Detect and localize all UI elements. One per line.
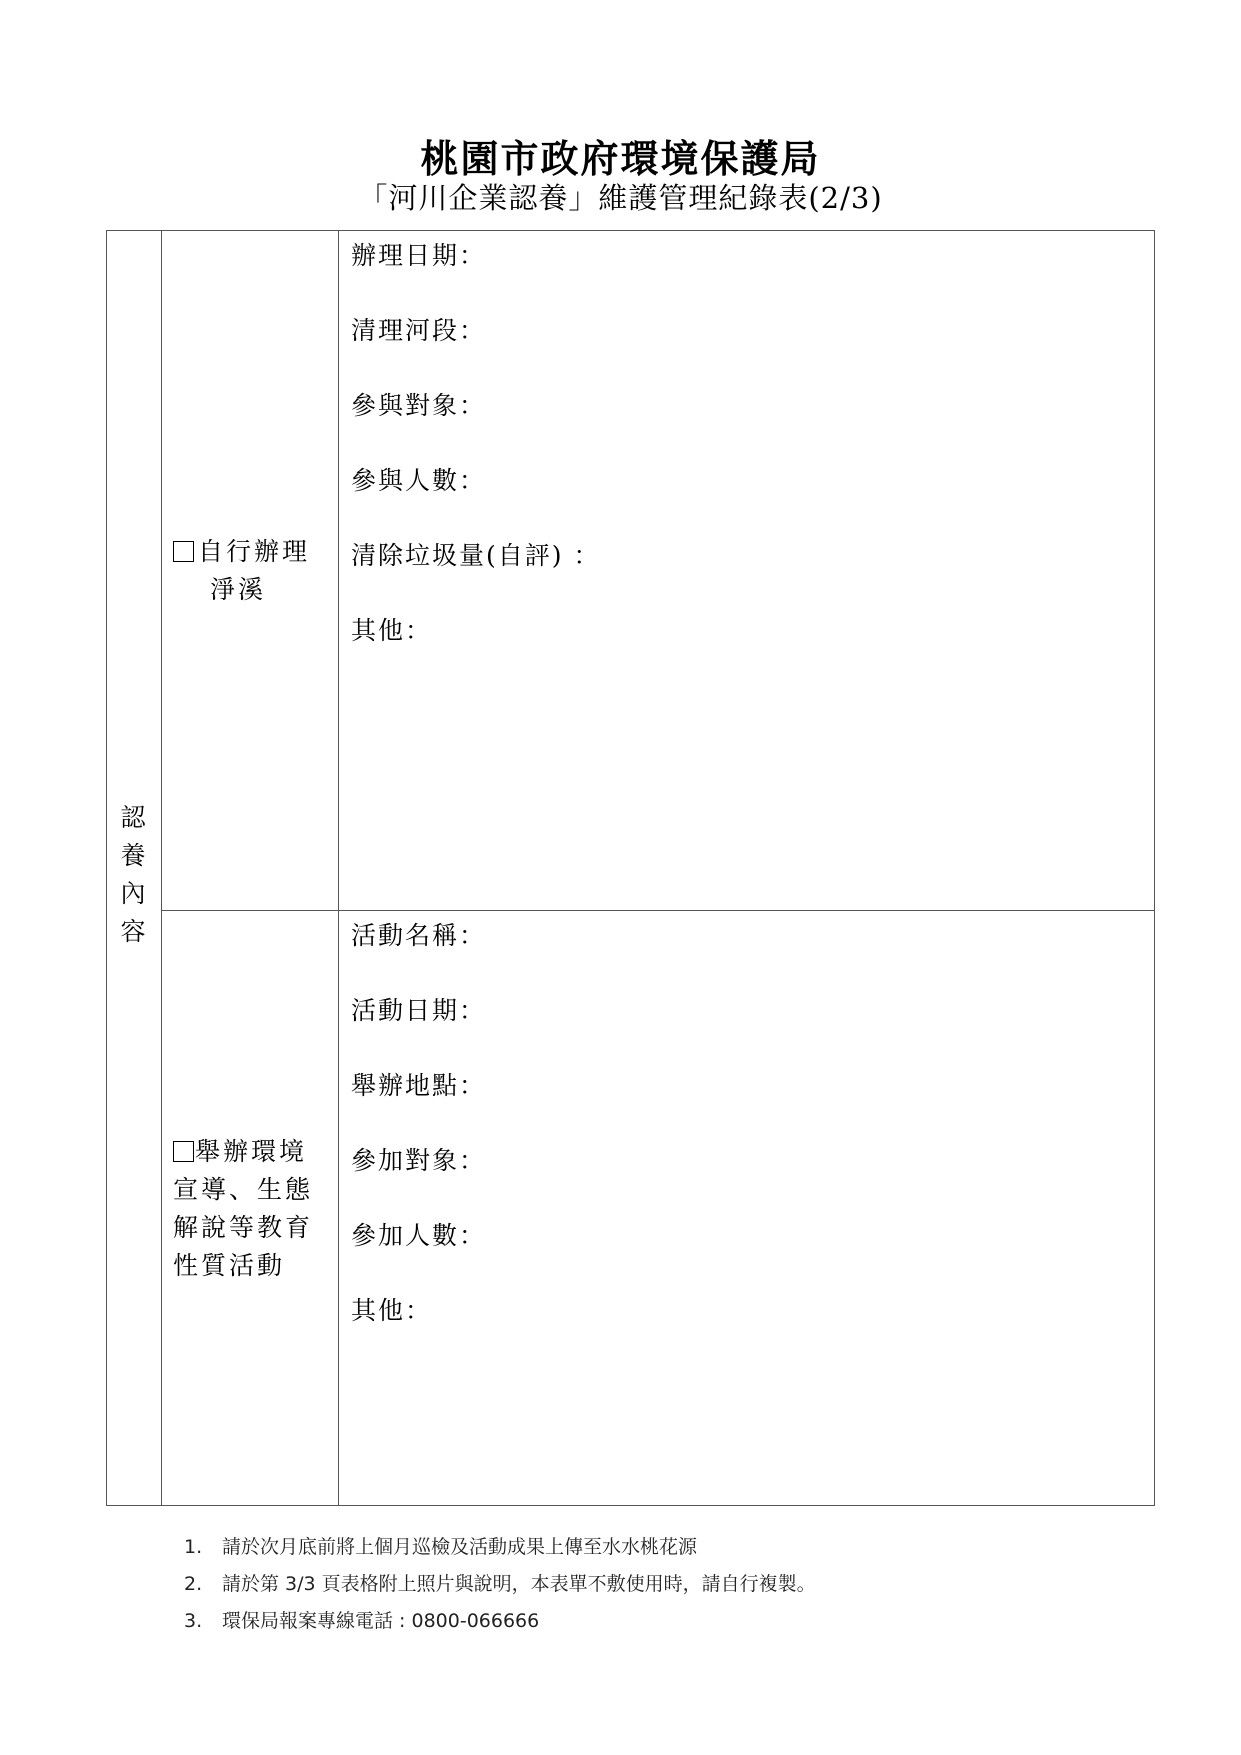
- note-item: 1. 請於次月底前將上個月巡檢及活動成果上傳至水水桃花源: [184, 1536, 698, 1558]
- checkbox-education-activity[interactable]: [173, 1141, 194, 1162]
- section-label-adoption-content: 認 養 內 容: [120, 803, 146, 946]
- field-attendees[interactable]: 參加對象：: [351, 1146, 487, 1175]
- option-label: 舉辦環境: [195, 1137, 308, 1166]
- field-river-section[interactable]: 清理河段：: [351, 316, 487, 345]
- row2-fields: [351, 917, 1134, 1367]
- option-label: 解說等教育: [173, 1213, 314, 1242]
- note-item: 3. 環保局報案專線電話 : 0800-066666: [184, 1610, 540, 1632]
- field-garbage-amount[interactable]: 清除垃圾量(自評) ：: [351, 541, 601, 570]
- field-other[interactable]: 其他：: [351, 1296, 433, 1325]
- row1-fields: [351, 237, 1134, 687]
- column-divider: [338, 231, 339, 1505]
- option-label: 宣導、生態: [173, 1175, 314, 1204]
- option-label: 自行辦理: [198, 537, 311, 566]
- row-divider: [161, 910, 1154, 911]
- field-participant-count[interactable]: 參與人數：: [351, 466, 487, 495]
- page-title: 桃園市政府環境保護局: [420, 136, 821, 181]
- field-other[interactable]: 其他：: [351, 616, 433, 645]
- option-label: 淨溪: [210, 575, 267, 604]
- field-participants[interactable]: 參與對象：: [351, 391, 487, 420]
- record-form-table: [106, 230, 1155, 1506]
- note-item: 2. 請於第 3/3 頁表格附上照片與說明，本表單不敷使用時，請自行複製。: [184, 1573, 816, 1595]
- form-subtitle: 「河川企業認養」維護管理紀錄表(2/3): [358, 181, 883, 215]
- field-activity-date[interactable]: 活動日期：: [351, 996, 487, 1025]
- checkbox-self-cleanup[interactable]: [173, 541, 194, 562]
- field-activity-name[interactable]: 活動名稱：: [351, 921, 487, 950]
- option-label: 性質活動: [173, 1251, 286, 1280]
- column-divider: [161, 231, 162, 1505]
- field-handling-date[interactable]: 辦理日期：: [351, 241, 487, 270]
- option-self-cleanup[interactable]: [173, 533, 333, 609]
- field-attendee-count[interactable]: 參加人數：: [351, 1221, 487, 1250]
- option-education-activity[interactable]: [173, 1133, 333, 1285]
- notes-list: [184, 1534, 816, 1645]
- field-venue[interactable]: 舉辦地點：: [351, 1071, 487, 1100]
